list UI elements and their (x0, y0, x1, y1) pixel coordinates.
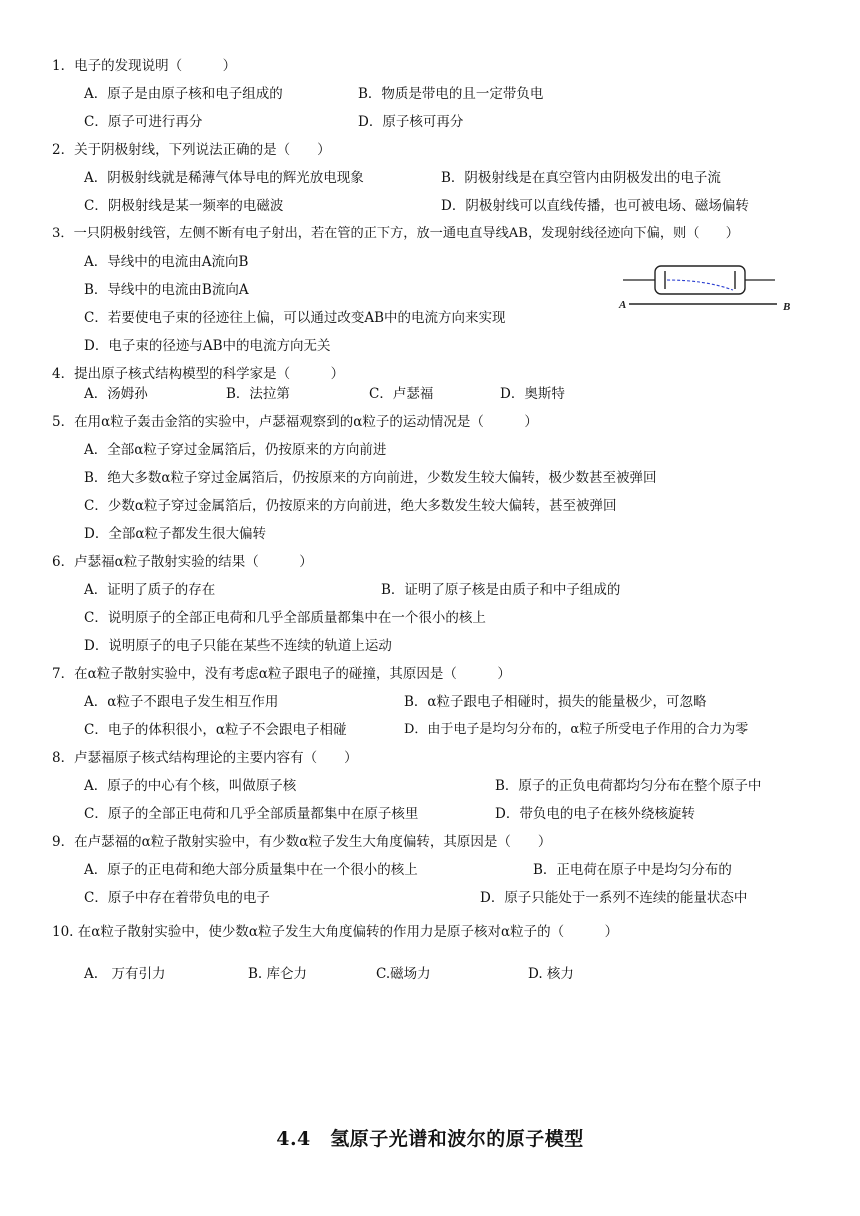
question-5-option-c: C．少数α粒子穿过金属箔后，仍按原来的方向前进，绝大多数发生较大偏转，甚至被弹回 (84, 498, 617, 514)
question-1-stem: 1．电子的发现说明（ ） (52, 58, 237, 74)
question-4-option-c: C．卢瑟福 (369, 386, 434, 402)
section-title: 4.4 氢原子光谱和波尔的原子模型 (276, 1128, 584, 1150)
question-5-option-b: B．绝大多数α粒子穿过金属箔后，仍按原来的方向前进，少数发生较大偏转，极少数甚至被弹回 (84, 470, 657, 486)
question-8-option-c: C．原子的全部正电荷和几乎全部质量都集中在原子核里 (84, 806, 419, 822)
question-4-option-b: B．法拉第 (226, 386, 290, 402)
question-9-option-b: B．正电荷在原子中是均匀分布的 (533, 862, 732, 878)
question-8-option-d: D．带负电的电子在核外绕核旋转 (495, 806, 695, 822)
question-4-stem: 4．提出原子核式结构模型的科学家是（ ） (52, 366, 345, 382)
electron-beam-path (667, 280, 733, 290)
question-6-option-d: D．说明原子的电子只能在某些不连续的轨道上运动 (84, 638, 392, 654)
wire-label-b: B (783, 301, 791, 313)
question-3-option-c: C．若要使电子束的径迹往上偏，可以通过改变AB中的电流方向来实现 (84, 310, 506, 326)
question-6-option-c: C．说明原子的全部正电荷和几乎全部质量都集中在一个很小的核上 (84, 610, 486, 626)
question-7-option-a: A．α粒子不跟电子发生相互作用 (84, 694, 279, 710)
question-7-option-d: D．由于电子是均匀分布的，α粒子所受电子作用的合力为零 (404, 722, 749, 737)
question-3-option-a: A．导线中的电流由A流向B (84, 254, 249, 270)
question-1-option-c: C．原子可进行再分 (84, 114, 203, 130)
question-3-stem: 3．一只阴极射线管，左侧不断有电子射出，若在管的正下方，放一通电直导线AB，发现射线径迹向下偏，则（ ） (52, 226, 739, 241)
question-9-stem: 9．在卢瑟福的α粒子散射实验中，有少数α粒子发生大角度偏转，其原因是（ ） (52, 834, 552, 850)
question-6-option-a: A．证明了质子的存在 (84, 582, 216, 598)
question-1-option-b: B．物质是带电的且一定带负电 (358, 86, 544, 102)
question-7-stem: 7．在α粒子散射实验中，没有考虑α粒子跟电子的碰撞，其原因是（ ） (52, 666, 511, 682)
question-9-option-c: C．原子中存在着带负电的电子 (84, 890, 270, 906)
question-2-stem: 2．关于阴极射线，下列说法正确的是（ ） (52, 142, 331, 158)
question-8-option-a: A．原子的中心有个核，叫做原子核 (84, 778, 297, 794)
question-9-option-d: D．原子只能处于一系列不连续的能量状态中 (480, 890, 748, 906)
question-8-option-b: B．原子的正负电荷都均匀分布在整个原子中 (495, 778, 762, 794)
question-1-option-a: A．原子是由原子核和电子组成的 (84, 86, 283, 102)
question-5-option-d: D．全部α粒子都发生很大偏转 (84, 526, 266, 542)
question-1-option-d: D．原子核可再分 (358, 114, 464, 130)
question-2-option-a: A．阴极射线就是稀薄气体导电的辉光放电现象 (84, 170, 364, 186)
question-7-option-b: B．α粒子跟电子相碰时，损失的能量极少，可忽略 (404, 694, 707, 710)
question-10-option-c: C.磁场力 (376, 966, 431, 982)
question-9-option-a: A．原子的正电荷和绝大部分质量集中在一个很小的核上 (84, 862, 418, 878)
cathode-ray-tube-figure (615, 260, 800, 320)
question-3-option-d: D．电子束的径迹与AB中的电流方向无关 (84, 338, 331, 354)
question-4-option-a: A．汤姆孙 (84, 386, 148, 402)
question-2-option-d: D．阴极射线可以直线传播，也可被电场、磁场偏转 (441, 198, 749, 214)
question-6-option-b: B．证明了原子核是由质子和中子组成的 (381, 582, 621, 598)
question-4-option-d: D．奥斯特 (500, 386, 565, 402)
question-10-option-a: A. 万有引力 (84, 966, 166, 982)
question-5-option-a: A．全部α粒子穿过金属箔后，仍按原来的方向前进 (84, 442, 387, 458)
question-2-option-c: C．阴极射线是某一频率的电磁波 (84, 198, 284, 214)
question-8-stem: 8．卢瑟福原子核式结构理论的主要内容有（ ） (52, 750, 358, 766)
question-5-stem: 5．在用α粒子轰击金箔的实验中，卢瑟福观察到的α粒子的运动情况是（ ） (52, 414, 538, 430)
wire-label-a: A (619, 299, 627, 311)
question-2-option-b: B．阴极射线是在真空管内由阴极发出的电子流 (441, 170, 721, 186)
question-10-stem: 10. 在α粒子散射实验中，使少数α粒子发生大角度偏转的作用力是原子核对α粒子的（ ） (52, 924, 619, 940)
question-3-option-b: B．导线中的电流由B流向A (84, 282, 249, 298)
question-10-option-d: D. 核力 (528, 966, 574, 982)
question-6-stem: 6．卢瑟福α粒子散射实验的结果（ ） (52, 554, 313, 570)
question-10-option-b: B. 库仑力 (248, 966, 308, 982)
cathode-ray-tube-diagram (615, 260, 800, 320)
question-7-option-c: C．电子的体积很小，α粒子不会跟电子相碰 (84, 722, 347, 738)
